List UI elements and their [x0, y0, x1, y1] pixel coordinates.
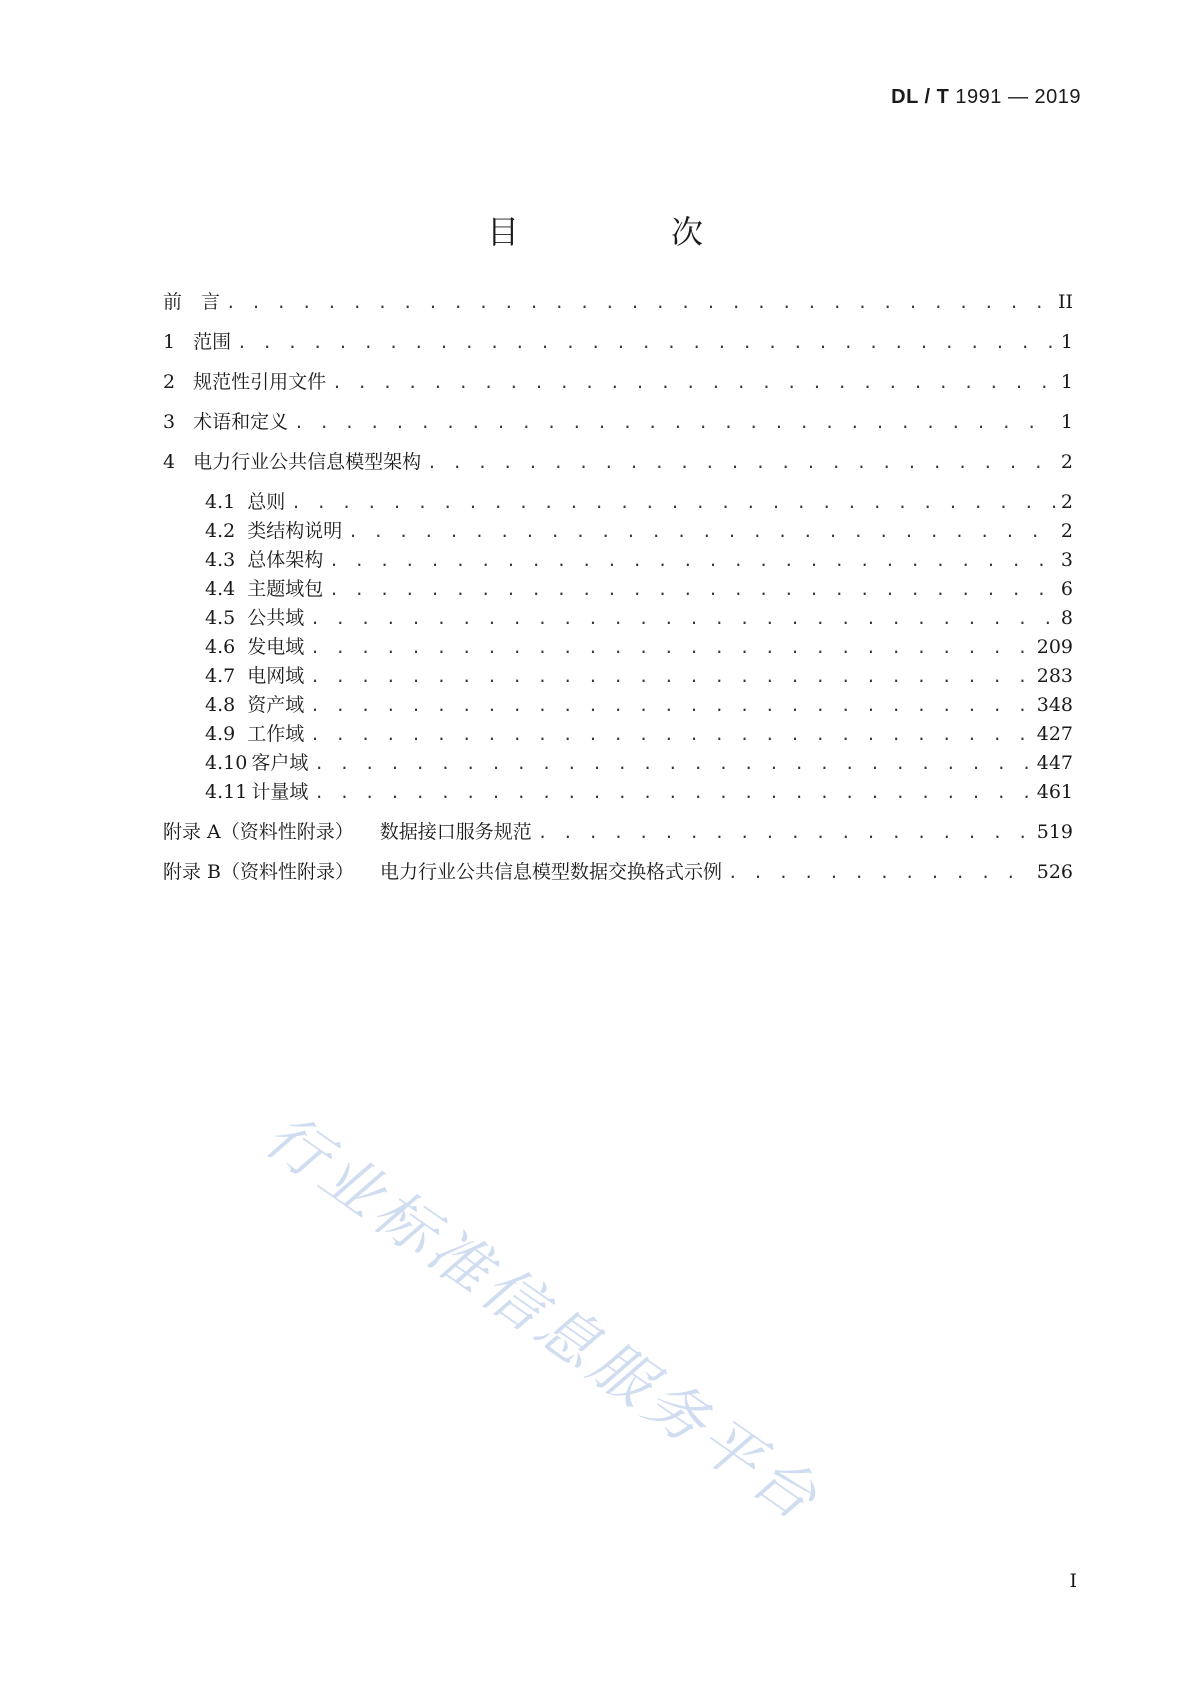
toc-leader: [294, 409, 1055, 437]
toc-number: 4.6: [205, 636, 236, 658]
toc-number: 4.8: [205, 694, 236, 716]
toc-number: 1: [163, 331, 176, 353]
toc-page: 427: [1036, 723, 1073, 745]
toc-page: 283: [1036, 665, 1073, 687]
toc-leader: [314, 750, 1030, 778]
toc-leader: [329, 576, 1055, 604]
toc-label: 主题域包: [247, 578, 324, 600]
toc-label: 客户域: [251, 752, 309, 774]
toc-leader: [332, 369, 1055, 397]
page-title: 目 次: [486, 213, 763, 251]
toc-page: 1: [1060, 371, 1073, 393]
toc-entry[interactable]: [163, 328, 1073, 356]
toc-entry[interactable]: [163, 858, 1073, 886]
toc-label: 计量域: [251, 781, 309, 803]
toc-label: 数据接口服务规范: [379, 821, 532, 843]
toc-number: 前 言: [163, 291, 221, 313]
toc-page: 209: [1036, 636, 1073, 658]
toc-leader: [310, 634, 1031, 662]
toc-label: 工作域: [247, 723, 305, 745]
toc-entry[interactable]: [163, 408, 1073, 436]
toc-label: 公共域: [247, 607, 305, 629]
toc-number: 4.10: [205, 752, 248, 774]
toc-entry[interactable]: [205, 749, 1073, 777]
toc-entry[interactable]: [205, 488, 1073, 516]
toc-entry[interactable]: [205, 546, 1073, 574]
toc-label: 电力行业公共信息模型数据交换格式示例: [380, 861, 723, 883]
toc-leader: [226, 289, 1052, 317]
toc-page: 526: [1036, 861, 1073, 883]
toc-entry[interactable]: [205, 662, 1073, 690]
toc-entry[interactable]: [205, 691, 1073, 719]
toc-label: 电力行业公共信息模型架构: [193, 451, 422, 473]
toc-page: 8: [1060, 607, 1073, 629]
toc-leader: [291, 489, 1055, 517]
toc-number: 4.1: [205, 491, 236, 513]
toc-page: 3: [1060, 549, 1073, 571]
toc-label: 资产域: [247, 694, 305, 716]
toc-leader: [348, 518, 1055, 546]
toc-entry[interactable]: [205, 778, 1073, 806]
toc-entry[interactable]: [205, 575, 1073, 603]
toc-page: 519: [1036, 821, 1073, 843]
toc-page: 2: [1060, 491, 1073, 513]
toc-leader: [310, 605, 1055, 633]
toc-label: 规范性引用文件: [193, 371, 327, 393]
toc-leader: [310, 663, 1031, 691]
toc-entry[interactable]: [205, 517, 1073, 545]
toc-entry[interactable]: [163, 288, 1073, 316]
toc-number: 附录 A（资料性附录）: [163, 821, 354, 843]
watermark: 行业标准信息服务平台: [252, 1100, 834, 1537]
toc-entry[interactable]: [205, 720, 1073, 748]
toc-number: 4.7: [205, 665, 236, 687]
toc-entry[interactable]: [205, 604, 1073, 632]
toc-number: 4: [163, 451, 176, 473]
toc-page: 2: [1060, 520, 1073, 542]
toc-page: 2: [1060, 451, 1073, 473]
toc-page: 348: [1036, 694, 1073, 716]
toc-number: 附录 B（资料性附录）: [163, 861, 355, 883]
toc-number: 4.2: [205, 520, 236, 542]
toc-label: 术语和定义: [193, 411, 289, 433]
toc-leader: [329, 547, 1055, 575]
toc-page: 1: [1060, 331, 1073, 353]
toc-number: 4.3: [205, 549, 236, 571]
toc-number: 4.9: [205, 723, 236, 745]
toc-leader: [314, 779, 1030, 807]
toc-leader: [310, 692, 1031, 720]
toc-label: 范围: [193, 331, 232, 353]
toc-leader: [427, 449, 1055, 477]
toc-number: 3: [163, 411, 176, 433]
toc-leader: [310, 721, 1031, 749]
toc-entry[interactable]: [205, 633, 1073, 661]
toc-page: 447: [1036, 752, 1073, 774]
toc-label: 总则: [247, 491, 286, 513]
toc-page: II: [1057, 291, 1073, 313]
standard-prefix: DL / T: [891, 86, 950, 108]
toc-leader: [538, 819, 1031, 847]
toc-page: 6: [1060, 578, 1073, 600]
toc-label: 电网域: [247, 665, 305, 687]
toc-number: 4.4: [205, 578, 236, 600]
toc-page: 461: [1036, 781, 1073, 803]
toc-leader: [728, 859, 1031, 887]
toc-leader: [237, 329, 1055, 357]
toc-label: 总体架构: [247, 549, 324, 571]
standard-number: 1991 — 2019: [955, 86, 1081, 108]
toc-entry[interactable]: [163, 818, 1073, 846]
toc-number: 2: [163, 371, 176, 393]
toc-label: 类结构说明: [247, 520, 343, 542]
toc-entry[interactable]: [163, 368, 1073, 396]
toc-entry[interactable]: [163, 448, 1073, 476]
footer-page-number: I: [1069, 1570, 1077, 1592]
toc-number: 4.11: [205, 781, 248, 803]
toc-label: 发电域: [247, 636, 305, 658]
toc-number: 4.5: [205, 607, 236, 629]
toc-page: 1: [1060, 411, 1073, 433]
